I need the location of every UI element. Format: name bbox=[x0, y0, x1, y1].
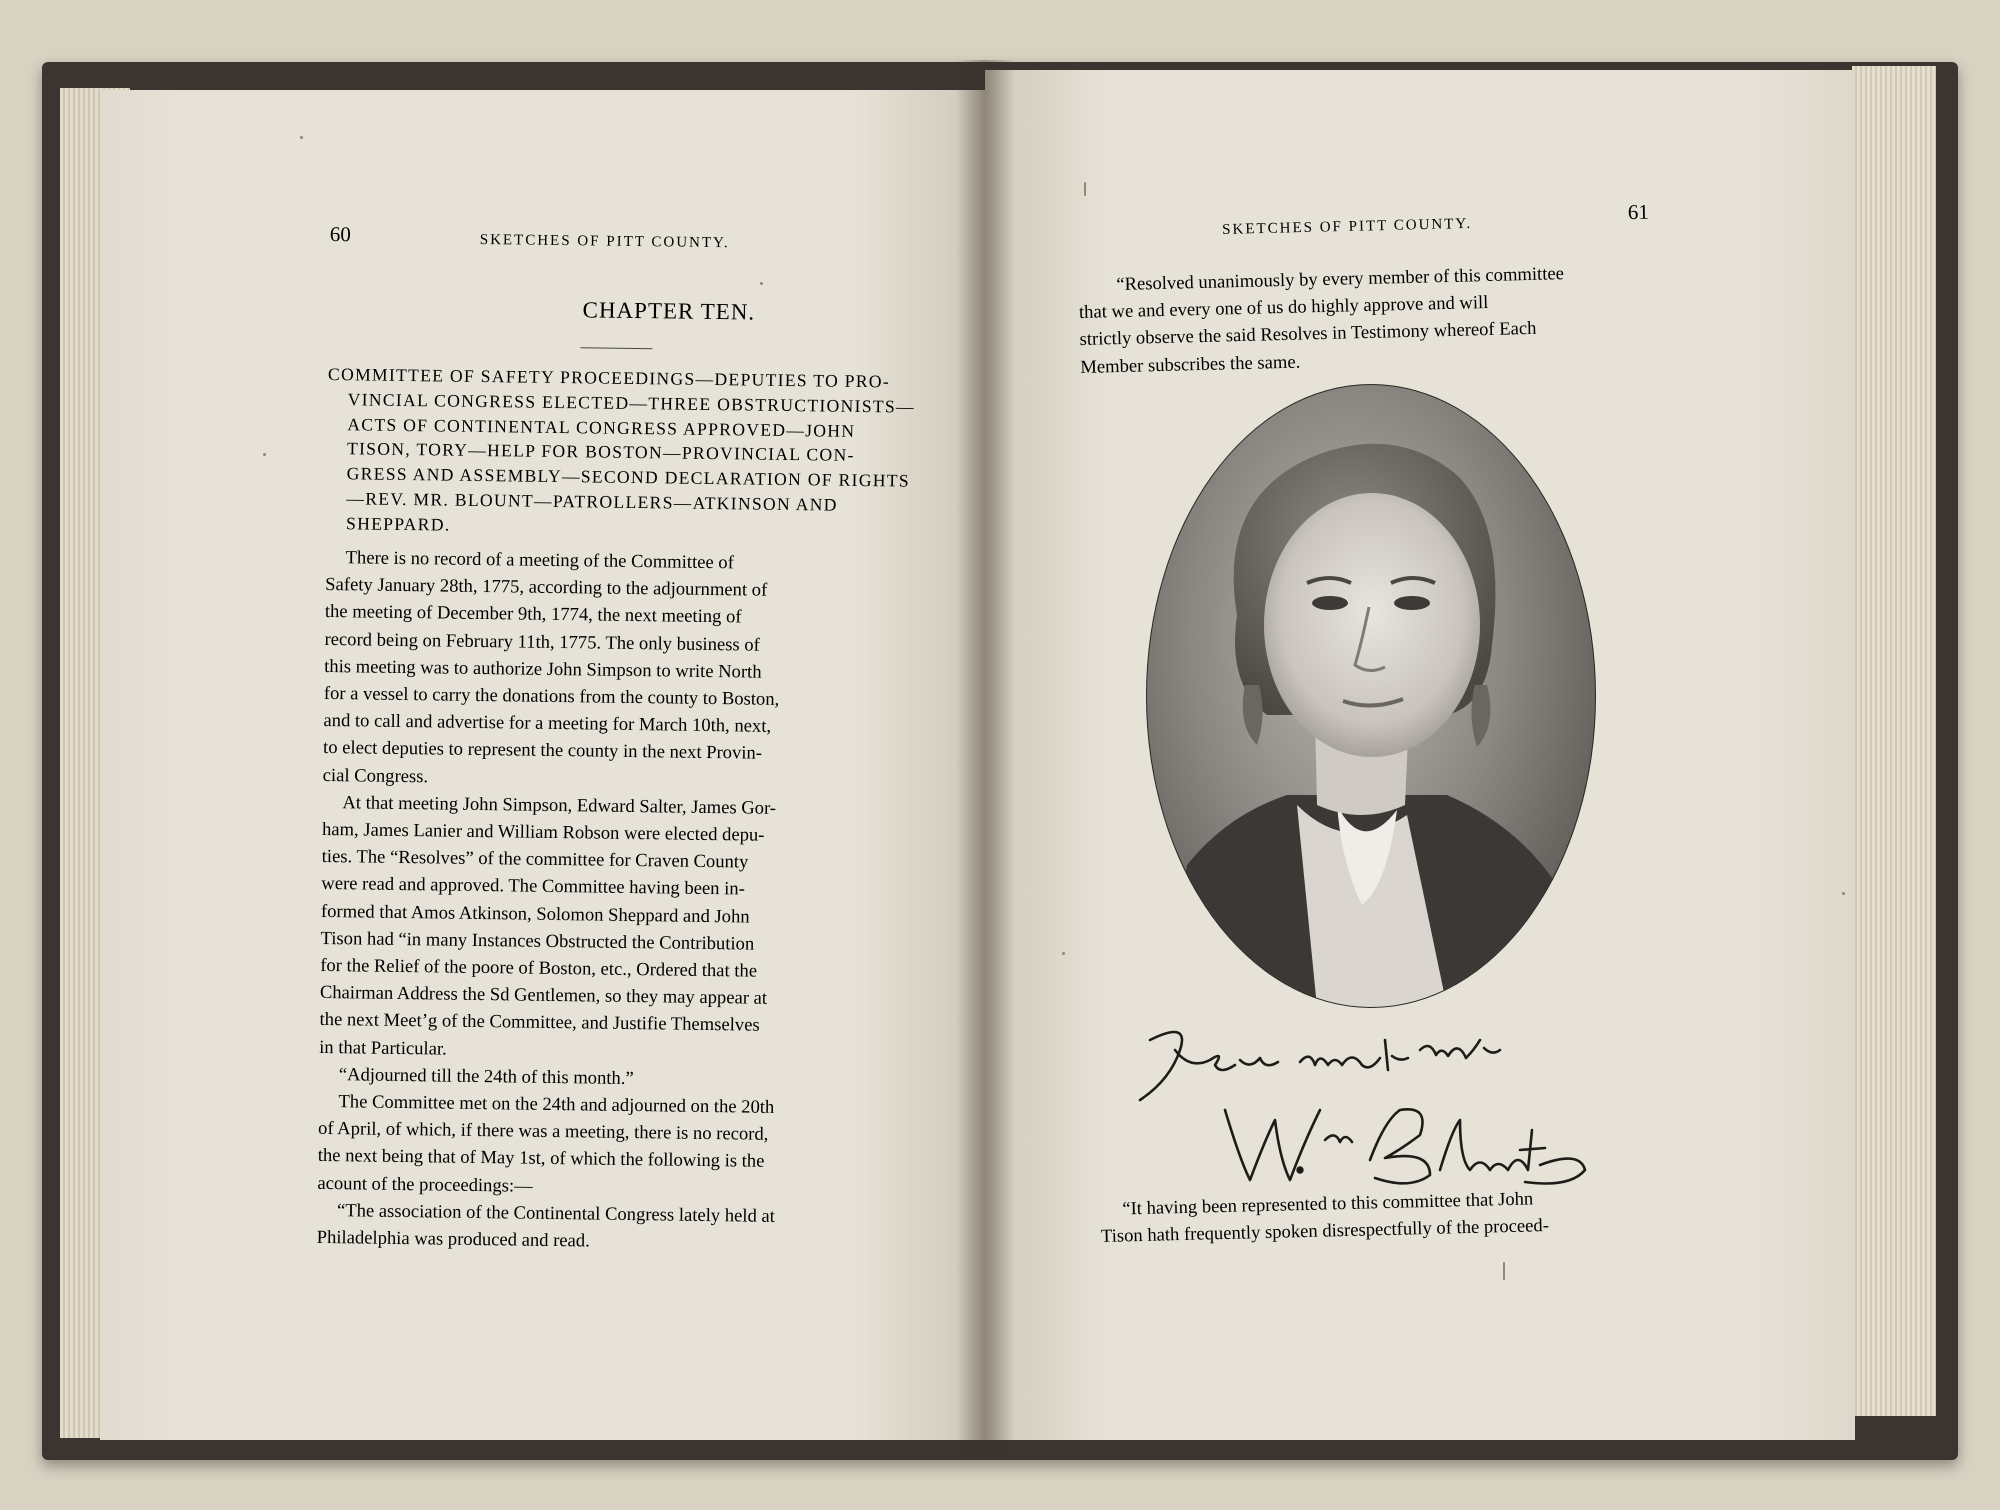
summary-line: GRESS AND ASSEMBLY—SECOND DECLARATION OF RIGHTS bbox=[346, 463, 911, 491]
summary-line: VINCIAL CONGRESS ELECTED—THREE OBSTRUCTIONISTS— bbox=[347, 389, 916, 417]
text-line: Member subscribes the same. bbox=[1080, 351, 1301, 378]
text-line: Tison had “in many Instances Obstructed the Contribution bbox=[320, 927, 755, 955]
text-line: “Resolved unanimously by every member of this committee bbox=[1116, 263, 1565, 296]
text-line: Tison hath frequently spoken disrespectfully of the proceed- bbox=[1100, 1215, 1550, 1248]
text-line: The Committee met on the 24th and adjourned on the 20th bbox=[338, 1091, 775, 1118]
text-line: for the Relief of the poore of Boston, etc., Ordered that the bbox=[320, 954, 758, 982]
text-line: acount of the proceedings:— bbox=[317, 1172, 533, 1197]
text-line: for a vessel to carry the donations from the county to Boston, bbox=[323, 682, 780, 710]
text-line: this meeting was to authorize John Simpson to write North bbox=[324, 655, 762, 683]
paragraph bbox=[323, 544, 966, 797]
summary-line: —REV. MR. BLOUNT—PATROLLERS—ATKINSON AND bbox=[346, 488, 838, 515]
chapter-rule bbox=[580, 347, 652, 349]
running-head-right: SKETCHES OF PITT COUNTY. bbox=[1222, 215, 1473, 238]
page-number-right: 61 bbox=[1627, 199, 1650, 225]
text-line: that we and every one of us do highly approve and will bbox=[1078, 292, 1489, 324]
portrait-figure bbox=[1147, 385, 1595, 1007]
left-page-text bbox=[316, 222, 970, 1270]
text-line: “The association of the Continental Congress lately held at bbox=[336, 1200, 776, 1227]
running-head-left: SKETCHES OF PITT COUNTY. bbox=[479, 231, 730, 252]
text-line: formed that Amos Atkinson, Solomon Sheppard and John bbox=[320, 900, 750, 928]
text-line: At that meeting John Simpson, Edward Salter, James Gor- bbox=[342, 792, 777, 819]
text-line: in that Particular. bbox=[319, 1036, 447, 1060]
summary-line: SHEPPARD. bbox=[345, 513, 451, 535]
text-line: Philadelphia was produced and read. bbox=[316, 1226, 590, 1252]
paragraph bbox=[319, 789, 963, 1069]
paragraph bbox=[317, 1088, 958, 1205]
signature-image bbox=[1130, 1010, 1590, 1200]
text-line: “It having been represented to this committee that John bbox=[1122, 1188, 1534, 1220]
text-line: ham, James Lanier and William Robson were elected depu- bbox=[321, 818, 765, 846]
chapter-title: CHAPTER TEN. bbox=[582, 297, 756, 325]
text-line: Chairman Address the Sd Gentlemen, so they may appear at bbox=[319, 982, 768, 1010]
portrait-engraving bbox=[1146, 384, 1596, 1008]
text-line: of April, of which, if there was a meeting, there is no record, bbox=[317, 1118, 769, 1146]
text-line: the meeting of December 9th, 1774, the next meeting of bbox=[324, 601, 742, 628]
text-line: “Adjourned till the 24th of this month.” bbox=[338, 1064, 634, 1089]
text-line: strictly observe the said Resolves in Testimony whereof Each bbox=[1079, 318, 1537, 351]
text-line: Safety January 28th, 1775, according to the adjournment of bbox=[325, 574, 768, 601]
summary-line: ACTS OF CONTINENTAL CONGRESS APPROVED—JOHN bbox=[347, 413, 856, 441]
summary-line: TISON, TORY—HELP FOR BOSTON—PROVINCIAL CON- bbox=[346, 438, 855, 466]
text-line: to elect deputies to represent the county in the next Provin- bbox=[322, 737, 763, 765]
text-line: the next Meet’g of the Committee, and Justifie Themselves bbox=[319, 1009, 760, 1037]
paragraph bbox=[317, 1197, 958, 1260]
body-text bbox=[317, 544, 966, 1260]
text-line: record being on February 11th, 1775. The only business of bbox=[324, 628, 760, 656]
book-gutter bbox=[955, 60, 1015, 1450]
chapter-summary bbox=[326, 362, 915, 543]
page-number-left: 60 bbox=[329, 222, 351, 247]
text-line: were read and approved. The Committee having been in- bbox=[321, 873, 745, 900]
text-line: ties. The “Resolves” of the committee for Craven County bbox=[321, 846, 749, 873]
page-edges-right bbox=[1852, 66, 1936, 1416]
right-top-text bbox=[1078, 257, 1680, 380]
text-line: the next being that of May 1st, of which the following is the bbox=[317, 1145, 765, 1173]
summary-line: COMMITTEE OF SAFETY PROCEEDINGS—DEPUTIES TO PRO- bbox=[327, 363, 891, 392]
text-line: and to call and advertise for a meeting for March 10th, next, bbox=[323, 710, 772, 738]
text-line: There is no record of a meeting of the Committee of bbox=[345, 547, 734, 574]
text-line: cial Congress. bbox=[322, 764, 429, 787]
